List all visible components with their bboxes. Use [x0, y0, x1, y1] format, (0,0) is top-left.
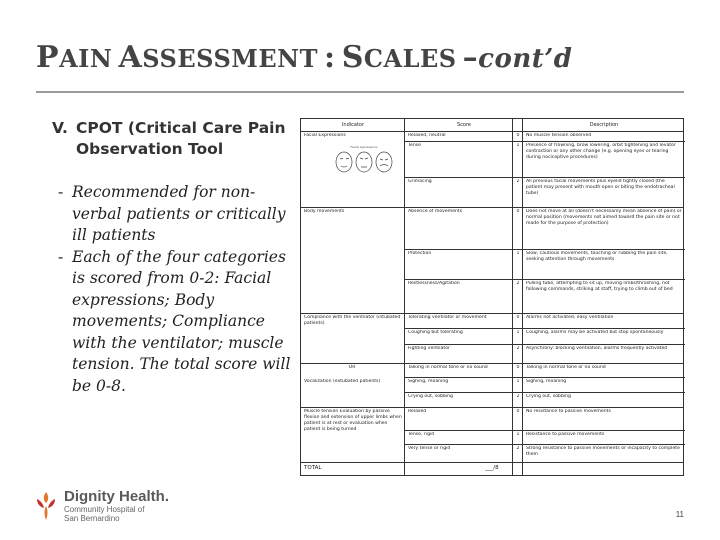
- table-cell-number: 0: [516, 409, 520, 414]
- table-cell-description: Alarms not activated, easy ventilation: [526, 315, 614, 320]
- row-rule: [301, 363, 683, 364]
- logo-subtitle-line: San Bernardino: [64, 514, 120, 523]
- row-rule: [405, 141, 685, 142]
- table-cell-description: Pulling tube, attempting to sit up, moving limbs/thrashing, not following commands, striking at staff, trying to climb out of bed: [526, 281, 673, 292]
- table-cell-number: 2: [516, 179, 520, 184]
- table-cell-description: All previous facial movements plus eyelid tightly closed (the patient may present with mouth open or biting the endotracheal tube): [526, 179, 675, 196]
- table-cell-indicator: Muscle tension Evaluation by passive flexion and extension of upper limbs when patient is at rest or evaluation when patient is being turned: [304, 409, 402, 432]
- title-part: A: [118, 40, 143, 75]
- row-rule: [405, 177, 685, 178]
- table-cell-indicator: Facial Expressions: [304, 133, 346, 138]
- table-cell-number: 0: [516, 133, 520, 138]
- table-cell-score: Tense, rigid: [408, 432, 435, 437]
- bullet-text: Each of the four categories is scored from 0-2: Facial expressions; Body movements; Compliance with the ventilator; muscle tension. The total score will be 0-8.: [72, 247, 291, 395]
- header-description: Description: [589, 122, 619, 128]
- table-cell-score: Relaxed, neutral: [408, 133, 446, 138]
- bullet-item: - Each of the four categories is scored from 0-2: Facial expressions; Body movements; Compliance with the ventilator; muscle tension. The total score will be 0-8.: [58, 247, 294, 398]
- table-cell-description: Coughing, alarms may be activated but stop spontaneously: [526, 330, 664, 335]
- table-cell-description: Presence of frowning, brow lowering, orbit tightening and levator contraction or any other change (e.g. opening eyes or tearing during nociceptive procedures): [526, 143, 676, 160]
- left-column: [44, 118, 294, 397]
- title-part: AIN: [59, 44, 113, 73]
- table-cell-score: Restlessness/Agitation: [408, 281, 460, 286]
- table-cell-number: 1: [516, 432, 520, 437]
- title-part: –: [462, 40, 479, 75]
- title-part: SSESSMENT: [142, 44, 318, 73]
- header-indicator: Indicator: [341, 122, 365, 128]
- row-rule: [405, 279, 685, 280]
- table-cell-description: Strong resistance to passive movements or incapacity to complete them: [526, 446, 680, 457]
- row-rule: [301, 407, 683, 408]
- table-cell-number: 2: [516, 446, 520, 451]
- dignity-health-logo-mark-icon: [34, 490, 58, 522]
- section-number: V.: [52, 119, 68, 137]
- table-cell-number: 0: [516, 365, 520, 370]
- page-number: 11: [675, 510, 684, 519]
- table-cell-score: Very tense or rigid: [408, 446, 451, 451]
- table-cell-score: Relaxed: [408, 409, 427, 414]
- table-cell-description: Sighing, moaning: [526, 379, 567, 384]
- table-cell-number: 0: [516, 315, 520, 320]
- bullet-list: [44, 182, 294, 397]
- bullet-text: Recommended for non-verbal patients or critically ill patients: [72, 183, 286, 244]
- table-cell-number: 2: [516, 394, 520, 399]
- table-cell-score: Tense: [408, 143, 421, 148]
- row-rule: [301, 313, 683, 314]
- table-cell-number: 1: [516, 251, 520, 256]
- table-cell-number: 0: [516, 209, 520, 214]
- column-number: [513, 119, 523, 475]
- table-cell-description: Resistance to passive movements: [526, 432, 605, 437]
- table-cell-indicator: Vocalization (extubated patients): [304, 379, 381, 384]
- table-cell-score: Tolerating ventilator or movement: [408, 315, 487, 320]
- table-cell-description: No muscle tension observed: [526, 133, 592, 138]
- header-score: Score: [456, 122, 471, 128]
- row-rule: [405, 249, 685, 250]
- table-cell-number: 1: [516, 379, 520, 384]
- table-cell-score: Sighing, moaning: [408, 379, 449, 384]
- table-cell-indicator: Compliance with the ventilator (intubated patients): [304, 315, 401, 326]
- table-cell-description: Slow, cautious movements, touching or rubbing the pain site, seeking attention through movements: [526, 251, 668, 262]
- logo-subtitle-line: Community Hospital of: [64, 505, 145, 514]
- table-cell-score: Talking in normal tone or no sound: [408, 365, 488, 370]
- section-heading-text: CPOT (Critical Care Pain Observation Tool: [76, 119, 286, 158]
- title-part: :: [324, 40, 336, 75]
- table-cell-number: 2: [516, 346, 520, 351]
- table-cell-score: Grimacing: [408, 179, 432, 184]
- section-heading: [44, 118, 294, 160]
- title-part: S: [341, 40, 364, 75]
- table-cell-score: Coughing but tolerating: [408, 330, 463, 335]
- table-cell-description: Does not move at all (doesn't necessarily mean absence of pain) or normal position (movements not aimed toward the pain site or not made for the purpose of protection): [526, 209, 682, 226]
- table-cell-description: No resistance to passive movements: [526, 409, 611, 414]
- row-rule: [405, 444, 685, 445]
- table-cell-score: Crying out, sobbing: [408, 394, 453, 399]
- table-cell-number: 2: [516, 281, 520, 286]
- bullet-item: - Recommended for non-verbal patients or critically ill patients: [58, 182, 294, 247]
- title-part: CALES: [363, 44, 457, 73]
- slide-title: [36, 40, 573, 75]
- table-cell-indicator: OR: [348, 365, 356, 370]
- table-cell-score: Absence of movements: [408, 209, 463, 214]
- table-cell-score: Protection: [408, 251, 432, 256]
- table-cell-description: Asynchrony: blocking ventilation, alarms frequently activated: [526, 346, 668, 351]
- row-rule: [405, 430, 685, 431]
- total-label: TOTAL: [304, 465, 322, 471]
- table-cell-number: 1: [516, 143, 520, 148]
- dignity-health-logo: [34, 488, 169, 523]
- row-rule: [405, 344, 685, 345]
- title-part: cont’d: [478, 44, 573, 74]
- title-divider: [36, 91, 684, 93]
- title-part: P: [36, 40, 60, 75]
- table-cell-description: Crying out, sobbing: [526, 394, 571, 399]
- table-cell-description: Talking in normal tone or no sound: [526, 365, 606, 370]
- header-rule: [301, 131, 683, 132]
- row-rule: [301, 462, 683, 463]
- table-cell-score: Fighting ventilator: [408, 346, 450, 351]
- row-rule: [405, 377, 685, 378]
- total-value: ___/8: [485, 465, 499, 471]
- facial-expression-faces-image: [332, 144, 396, 174]
- table-cell-number: 1: [516, 330, 520, 335]
- row-rule: [301, 207, 683, 208]
- faces-caption: Facial expressions: [350, 145, 378, 149]
- row-rule: [405, 328, 685, 329]
- logo-brand: Dignity Health.: [64, 488, 170, 505]
- table-cell-indicator: Body movements: [304, 209, 345, 214]
- row-rule: [405, 392, 685, 393]
